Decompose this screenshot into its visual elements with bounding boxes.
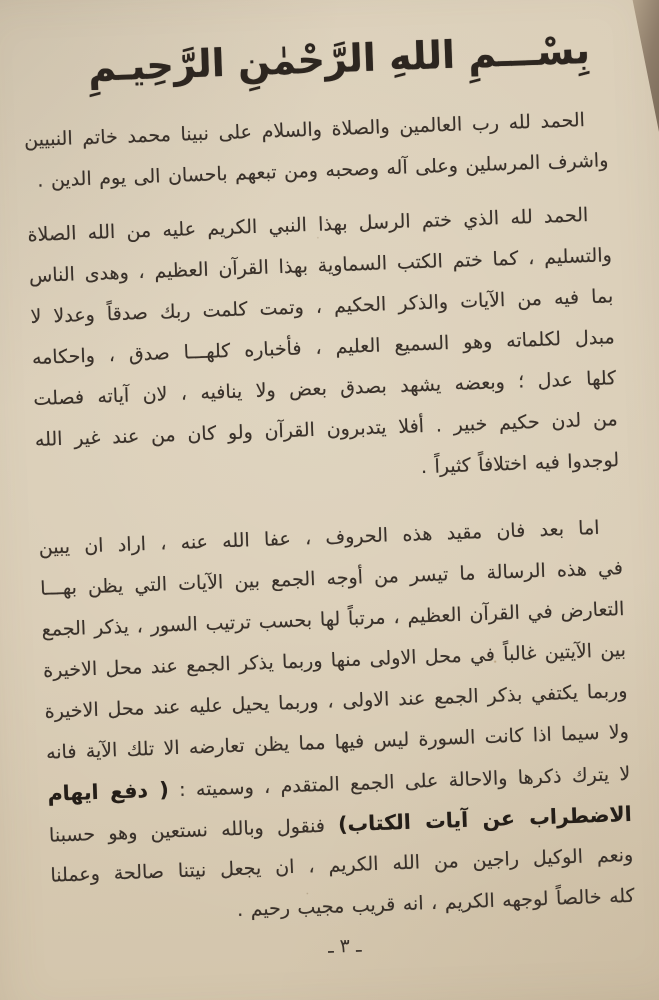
text-segment: واشرف المرسلين وعلى آله وصحبه ومن تبعهم باحسان الى يوم الدين . [36,149,609,192]
text-segment: والتسليم ، كما ختم الكتب السماوية بهذا القرآن العظيم ، وهدى الناس [28,244,613,288]
text-segment: بما فيه من الآيات والذكر الحكيم ، وتمت كلمت ربك صدقاً وعدلا لا [30,285,614,329]
page-number: ـ ٣ ـ [327,934,362,958]
page-body [23,99,635,937]
page-content [20,0,637,972]
text-segment: لوجدوا فيه اختلافاً كثيراً . [420,449,620,479]
text-segment: التعارض في القرآن العظيم ، مرتباً لها بحسب ترتيب السور ، يذكر الجمع [41,598,625,641]
paragraph [23,99,609,202]
text-segment: لا يترك ذكرها والاحالة على الجمع المتقدم ، وسميته : [168,762,631,802]
text-segment: ونعم الوكيل راجين من الله الكريم ، ان يجعل نيتنا صالحة وعملنا [50,843,634,887]
text-segment: اما بعد فان مقيد هذه الحروف ، عفا الله عنه ، اراد ان يبين [38,516,600,559]
text-segment: ولا سيما اذا كانت السورة ليس فيها مما يظن تعارضه الا تلك الآية فانه [45,720,630,764]
text-segment: بين الآيتين غالباً في محل الاولى منها وربما يذكر الجمع عند محل الاخيرة [42,638,627,682]
book-title-emphasis: ( دفع ايهام [47,777,170,806]
text-segment: فنقول وبالله نستعين وهو حسبنا [48,814,339,847]
basmala-calligraphy: بِسْـــمِ اللهِ الرَّحْمٰنِ الرَّحِيـمِ [87,27,591,90]
text-segment: مبدل لكلماته وهو السميع العليم ، فأخباره كلهـــا صدق ، واحكامه [31,326,616,370]
book-title-emphasis: الاضطراب عن آيات الكتاب) [337,801,633,837]
text-segment: الحمد لله رب العالمين والصلاة والسلام على نبينا محمد خاتم النبيين [23,109,586,152]
paragraph [27,194,620,502]
text-segment: كله خالصاً لوجهه الكريم ، انه قريب مجيب رحيم . [236,884,636,922]
paragraph [38,507,635,938]
text-segment: وربما يكتفي بذكر الجمع عند الاولى ، وربما يحيل عليه عند محل الاخيرة [44,679,628,723]
text-segment: في هذه الرسالة ما تيسر من أوجه الجمع بين الآيات التي يظن بهـــا [39,557,624,600]
text-segment: الحمد لله الذي ختم الرسل بهذا النبي الكريم عليه من الله الصلاة [27,204,589,247]
text-segment: من لدن حكيم خبير . أفلا يتدبرون القرآن ولو كان من عند غير الله [34,408,618,451]
text-segment: كلها عدل ؛ وبعضه يشهد بصدق بعض ولا ينافيه ، لان آياته فصلت [33,367,617,410]
